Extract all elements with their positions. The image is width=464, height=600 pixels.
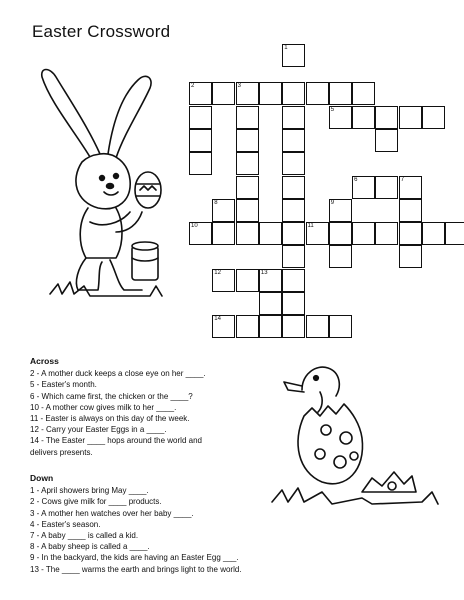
down-heading: Down	[30, 473, 54, 483]
crossword-cell[interactable]	[236, 82, 259, 105]
crossword-cell[interactable]	[212, 222, 235, 245]
crossword-cell[interactable]	[259, 269, 282, 292]
across-heading: Across	[30, 356, 59, 366]
crossword-cell[interactable]	[259, 315, 282, 338]
crossword-cell[interactable]	[282, 245, 305, 268]
crossword-cell[interactable]	[329, 106, 352, 129]
across-clue: 14 - The Easter ____ hops around the world and	[30, 436, 202, 446]
crossword-cell[interactable]	[259, 292, 282, 315]
crossword-cell[interactable]	[399, 106, 422, 129]
clue-number: 5	[330, 106, 335, 113]
crossword-cell[interactable]	[236, 222, 259, 245]
down-clue: 8 - A baby sheep is called a ____.	[30, 542, 150, 552]
crossword-cell[interactable]	[352, 222, 375, 245]
crossword-cell[interactable]	[259, 222, 282, 245]
clue-number: 6	[354, 176, 358, 183]
clue-number: 11	[307, 223, 314, 230]
down-clues	[30, 473, 242, 575]
across-clue: 11 - Easter is always on this day of the week.	[30, 414, 190, 424]
across-clues	[30, 356, 206, 458]
crossword-cell[interactable]	[236, 129, 259, 152]
clue-number: 3	[237, 83, 241, 90]
crossword-cell[interactable]	[352, 82, 375, 105]
across-clue: 10 - A mother cow gives milk to her ____.	[30, 402, 177, 412]
bunny-illustration	[20, 62, 180, 302]
crossword-cell[interactable]	[259, 82, 282, 105]
page-title: Easter Crossword	[32, 22, 171, 41]
down-clue: 2 - Cows give milk for ____ products.	[30, 497, 162, 507]
crossword-cell[interactable]	[236, 269, 259, 292]
across-clue: 5 - Easter's month.	[30, 380, 97, 390]
crossword-cell[interactable]	[189, 129, 212, 152]
crossword-cell[interactable]	[212, 199, 235, 222]
crossword-cell[interactable]	[282, 269, 305, 292]
crossword-cell[interactable]	[189, 82, 212, 105]
crossword-cell[interactable]	[352, 176, 375, 199]
clue-number: 8	[214, 199, 218, 206]
crossword-cell[interactable]	[375, 106, 398, 129]
crossword-cell[interactable]	[236, 199, 259, 222]
crossword-cell[interactable]	[329, 82, 352, 105]
crossword-cell[interactable]	[352, 106, 375, 129]
crossword-cell[interactable]	[212, 82, 235, 105]
crossword-cell[interactable]	[329, 245, 352, 268]
across-clue: delivers presents.	[30, 447, 93, 457]
crossword-cell[interactable]	[236, 315, 259, 338]
duck-in-egg-illustration	[262, 352, 452, 514]
crossword-cell[interactable]	[445, 222, 464, 245]
across-clue: 12 - Carry your Easter Eggs in a ____.	[30, 425, 167, 435]
crossword-cell[interactable]	[236, 106, 259, 129]
crossword-cell[interactable]	[282, 292, 305, 315]
crossword-cell[interactable]	[282, 152, 305, 175]
crossword-cell[interactable]	[399, 245, 422, 268]
crossword-cell[interactable]	[422, 106, 445, 129]
clue-number: 1	[284, 44, 288, 51]
crossword-cell[interactable]	[282, 106, 305, 129]
crossword-cell[interactable]	[329, 222, 352, 245]
crossword-cell[interactable]	[189, 222, 212, 245]
crossword-cell[interactable]	[375, 129, 398, 152]
across-clue: 2 - A mother duck keeps a close eye on her ____.	[30, 369, 206, 379]
down-clue: 3 - A mother hen watches over her baby ____.	[30, 508, 194, 518]
crossword-cell[interactable]	[282, 129, 305, 152]
crossword-cell[interactable]	[399, 199, 422, 222]
crossword-cell[interactable]	[212, 315, 235, 338]
clue-number: 7	[400, 176, 405, 183]
crossword-cell[interactable]	[375, 176, 398, 199]
crossword-cell[interactable]	[306, 222, 329, 245]
crossword-cell[interactable]	[282, 44, 305, 67]
crossword-cell[interactable]	[399, 176, 422, 199]
crossword-cell[interactable]	[329, 315, 352, 338]
crossword-cell[interactable]	[399, 222, 422, 245]
down-clue: 7 - A baby ____ is called a kid.	[30, 531, 139, 541]
crossword-cell[interactable]	[282, 199, 305, 222]
down-clue: 1 - April showers bring May ____.	[30, 486, 149, 496]
clue-number: 13	[260, 269, 268, 276]
crossword-cell[interactable]	[306, 315, 329, 338]
clue-number: 14	[214, 316, 221, 323]
crossword-cell[interactable]	[236, 176, 259, 199]
crossword-cell[interactable]	[189, 152, 212, 175]
across-clue: 6 - Which came first, the chicken or the ____?	[30, 391, 193, 401]
crossword-cell[interactable]	[422, 222, 445, 245]
down-clue: 13 - The ____ warms the earth and brings light to the world.	[30, 564, 242, 574]
clue-number: 12	[214, 269, 221, 276]
clue-number: 2	[191, 83, 195, 90]
crossword-cell[interactable]	[212, 269, 235, 292]
down-clue: 4 - Easter's season.	[30, 519, 101, 529]
crossword-cell[interactable]	[282, 176, 305, 199]
crossword-cell[interactable]	[282, 82, 305, 105]
crossword-cell[interactable]	[306, 82, 329, 105]
crossword-cell[interactable]	[282, 222, 305, 245]
crossword-cell[interactable]	[236, 152, 259, 175]
crossword-cell[interactable]	[282, 315, 305, 338]
down-clue: 9 - In the backyard, the kids are having an Easter Egg ___.	[30, 553, 239, 563]
crossword-cell[interactable]	[375, 222, 398, 245]
clue-number: 9	[330, 199, 335, 206]
clue-number: 10	[191, 223, 198, 230]
crossword-cell[interactable]	[189, 106, 212, 129]
crossword-cell[interactable]	[329, 199, 352, 222]
